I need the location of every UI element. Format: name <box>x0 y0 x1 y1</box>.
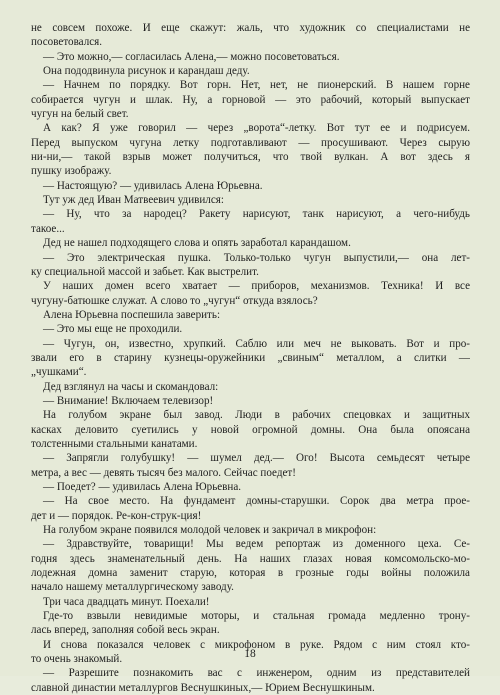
page-number: 18 <box>244 648 256 660</box>
text-line: „чушками“. <box>31 366 87 379</box>
page-text <box>31 21 470 695</box>
text-line: На голубом экране появился молодой человек и закричал в микрофон: <box>43 524 377 537</box>
text-line: — Это электрическая пушка. Только-только чугун выпустили,— она лет- <box>43 251 470 264</box>
text-line: Дед не нашел подходящего слова и опять заработал карандашом. <box>43 237 351 250</box>
text-line: Дед взглянул на часы и скомандовал: <box>43 380 219 393</box>
text-line: годня здесь знаменательный день. На наших глазах новая комсомольско-мо- <box>31 552 470 565</box>
text-line: Она пододвинула рисунок и карандаш деду. <box>43 65 250 78</box>
text-line: Алена Юрьевна поспешила заверить: <box>43 308 221 321</box>
text-line: — Это можно,— согласилась Алена,— можно посоветоваться. <box>43 50 340 63</box>
text-line: Перед выпуском чугуна летку подготавливают — просушивают. Через сырую <box>31 136 470 149</box>
text-line: — Разрешите познакомить вас с инженером, одним из представителей <box>43 667 470 680</box>
text-line: — Здравствуйте, товарищи! Мы ведем репортаж из доменного цеха. Се- <box>43 538 470 551</box>
text-line: — Внимание! Включаем телевизор! <box>43 394 214 407</box>
text-line: такое... <box>31 222 65 235</box>
text-line: У наших домен всего хватает — приборов, механизмов. Техника! И все <box>43 280 470 293</box>
text-line: начало нашему металлургическому заводу. <box>31 581 234 594</box>
text-line: то очень знакомый. <box>31 653 123 666</box>
text-line: не совсем похоже. И еще скажут: жаль, что художник со специалистами не <box>31 22 470 34</box>
text-line: толстенными стальными канатами. <box>31 437 198 450</box>
text-line: собирается чугун и шлак. Ну, а горновой — это рабочий, который выпускает <box>31 93 470 106</box>
text-line: И снова показался человек с микрофоном в руке. Рядом с ним стоял кто- <box>43 638 470 651</box>
text-line: чугун на белый свет. <box>31 108 129 121</box>
text-line: славной династии металлургов Веснушкиных,— Юрием Веснушкиным. <box>31 681 375 694</box>
text-line: пушку изображу. <box>31 165 112 178</box>
text-line: чугуну-батюшке служат. А слово то „чугун“ откуда взялось? <box>31 294 318 307</box>
text-line: лась вперед, заполняя собой весь экран. <box>31 624 220 637</box>
text-line: На голубом экране был завод. Люди в рабочих спецовках и защитных <box>43 409 470 422</box>
text-line: дет и — порядок. Ре-кон-струк-ция! <box>31 509 202 522</box>
text-line: посоветовался. <box>31 36 103 49</box>
text-line: — На свое место. На фундамент домны-старушки. Сорок два метра прое- <box>43 495 470 508</box>
text-line: Где-то взвыли невидимые моторы, и стальная громада медленно трону- <box>43 610 470 623</box>
text-line: А как? Я уже говорил — через „ворота“-летку. Вот тут ее и подрисуем. <box>43 122 470 135</box>
text-line: метра, а вес — девять тысяч без малого. Сейчас поедет! <box>31 466 296 479</box>
text-line: — Запрягли голубушку! — шумел дед.— Ого! Высота семьдесят четыре <box>43 452 470 465</box>
text-line: звали его в старину кузнецы-оружейники „свиным“ металлом, а слитки — <box>31 351 470 364</box>
text-line: — Поедет? — удивилась Алена Юрьевна. <box>43 481 242 493</box>
text-line: Три часа двадцать минут. Поехали! <box>43 595 210 608</box>
text-line: — Это мы еще не проходили. <box>43 323 183 336</box>
text-line: Тут уж дед Иван Матвеевич удивился: <box>43 194 224 207</box>
text-line: — Начнем по порядку. Вот горн. Нет, нет, не пионерский. В нашем горне <box>43 79 470 92</box>
text-line: — Настоящую? — удивилась Алена Юрьевна. <box>43 179 263 192</box>
text-line: касках деловито суетились у новой огромной домны. Она была опоясана <box>31 423 470 436</box>
text-line: — Чугун, он, известно, хрупкий. Саблю или меч не выковать. Вот и про- <box>43 337 470 350</box>
text-line: ни-ни,— такой взрыв может получиться, что твой вулкан. А вот здесь я <box>31 151 470 164</box>
text-line: — Ну, что за народец? Ракету нарисуют, танк нарисуют, а чего-нибудь <box>43 208 470 221</box>
text-line: ку специальной массой и забьет. Как выстрелит. <box>31 265 259 278</box>
text-line: лодежная домна заменит старую, которая в грозные годы войны положила <box>31 567 470 580</box>
